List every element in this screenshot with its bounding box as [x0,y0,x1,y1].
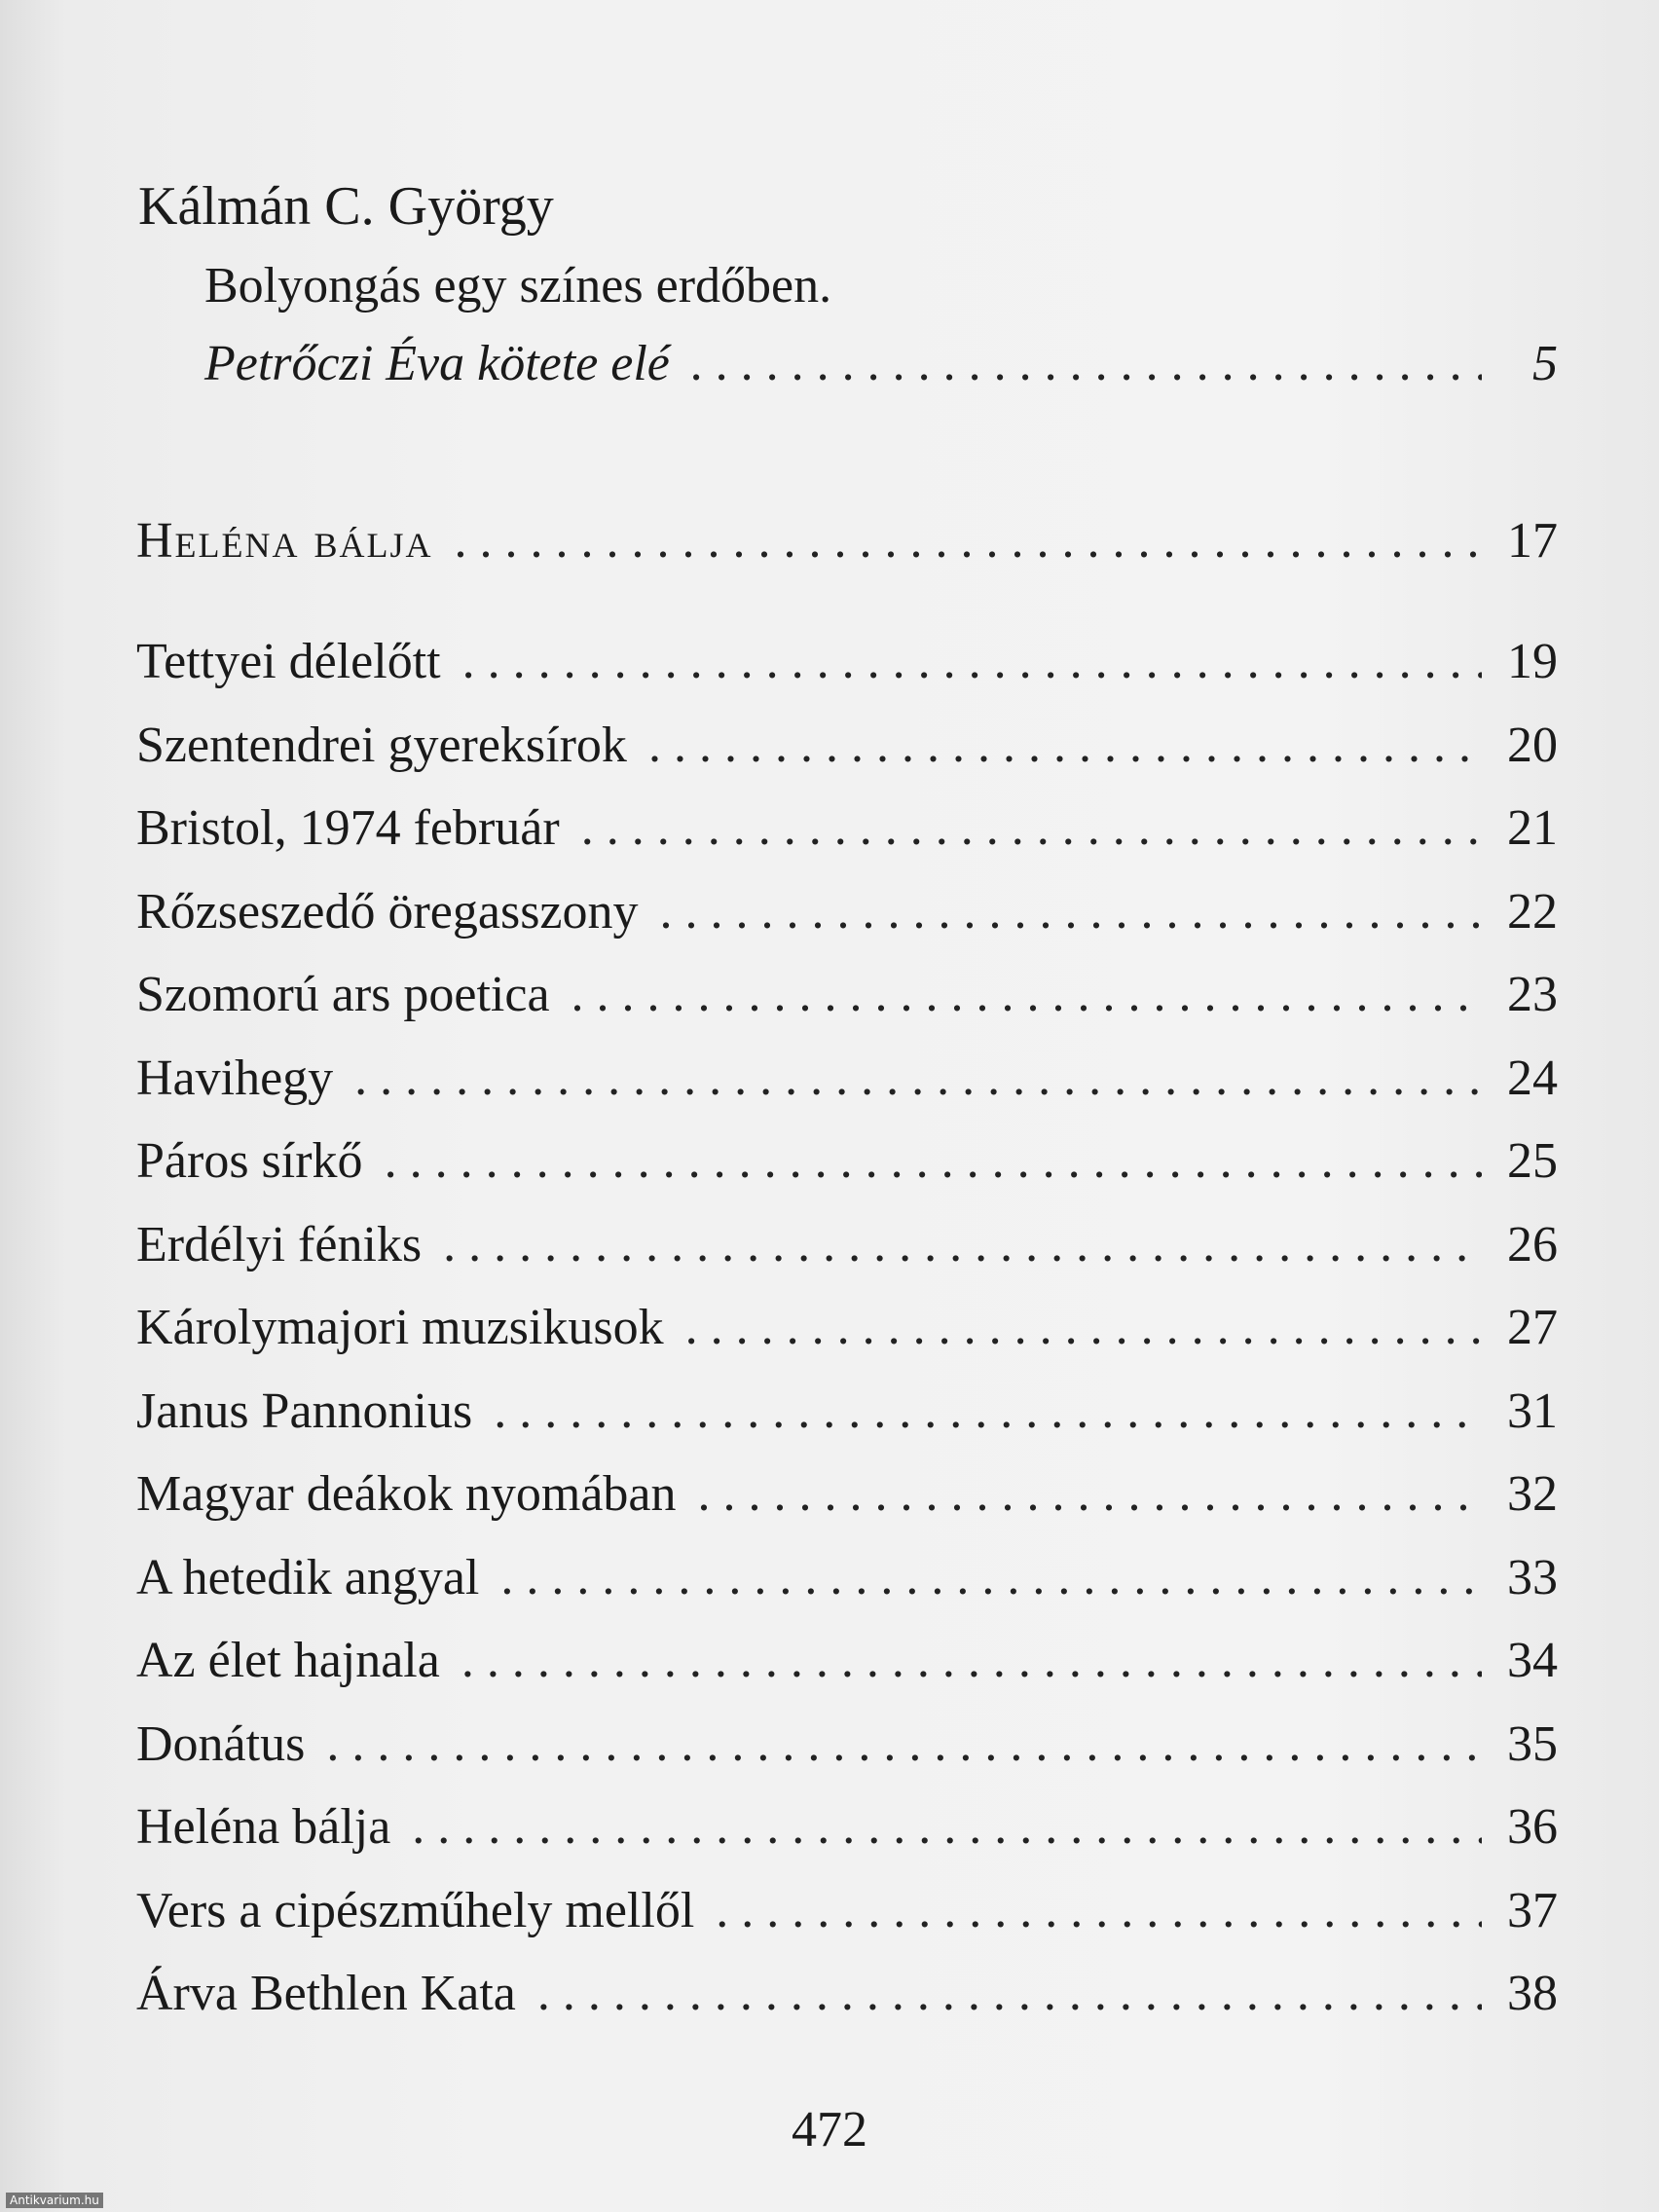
page-number: 24 [1507,1050,1558,1106]
page-folio: 472 [792,2102,867,2157]
dot-leader [443,1216,1482,1274]
entry-title: Károlymajori muzsikusok [136,1300,664,1355]
dot-leader [461,1632,1482,1690]
page-number: 33 [1507,1549,1558,1605]
page-number: 35 [1507,1715,1558,1772]
page-number: 37 [1507,1882,1558,1938]
toc-entry [136,1465,1558,1524]
author-name: Kálmán C. György [138,176,554,237]
entry-title: Az élet hajnala [136,1633,440,1688]
section-heading [136,512,1558,571]
page-number: 25 [1507,1133,1558,1189]
toc-entry [136,883,1558,941]
entry-title: Rőzseszedő öregasszony [136,883,639,940]
page-number: 34 [1507,1633,1558,1688]
section-title: Heléna bálja [136,513,433,569]
dot-leader [326,1715,1482,1774]
essay-subtitle: Petrőczi Éva kötete elé [204,336,670,391]
toc-entry [136,717,1558,775]
toc-entry [136,1549,1558,1607]
page-number: 32 [1507,1466,1558,1522]
entry-title: Havihegy [136,1050,334,1106]
entry-title: Tettyei délelőtt [136,634,441,689]
toc-entry [136,1798,1558,1857]
toc-entry [136,1050,1558,1108]
dot-leader [685,1299,1482,1357]
toc-entry [136,1882,1558,1940]
dot-leader [412,1798,1482,1857]
toc-entry [136,1965,1558,2023]
essay-title: Bolyongás egy színes erdőben. [204,258,832,313]
page-number: 5 [1532,336,1558,391]
page-number: 19 [1507,634,1558,689]
entry-title: Páros sírkő [136,1133,363,1189]
dot-leader [581,799,1482,858]
toc-entry [136,799,1558,858]
page-number: 22 [1507,883,1558,940]
toc-entry [136,1632,1558,1690]
entry-title: Erdélyi féniks [136,1216,423,1272]
entry-title: A hetedik angyal [136,1549,480,1605]
page-number: 26 [1507,1216,1558,1272]
entry-title: Heléna bálja [136,1799,391,1855]
dot-leader [697,1465,1482,1524]
dot-leader [354,1050,1482,1108]
watermark-logo: Antikvarium.hu [6,2193,103,2208]
toc-entry [136,1715,1558,1774]
dot-leader [385,1132,1482,1191]
toc-entry [136,1132,1558,1191]
page-number: 27 [1507,1300,1558,1355]
dot-leader [716,1882,1482,1940]
dot-leader [494,1382,1482,1441]
entry-title: Vers a cipészműhely mellől [136,1882,695,1938]
dot-leader [691,335,1482,393]
toc-entry [136,633,1558,691]
page-number: 36 [1507,1799,1558,1855]
entry-title: Janus Pannonius [136,1382,473,1439]
entry-title: Szomorú ars poetica [136,967,550,1022]
entry-title: Magyar deákok nyomában [136,1466,677,1522]
toc-entry [136,1299,1558,1357]
dot-leader [537,1965,1482,2023]
dot-leader [462,633,1482,691]
dot-leader [660,883,1482,941]
toc-entry [136,1216,1558,1274]
dot-leader [648,717,1482,775]
entry-title: Donátus [136,1715,306,1772]
entry-title: Szentendrei gyereksírok [136,717,627,773]
dot-leader [571,966,1482,1024]
page-number: 20 [1507,717,1558,773]
toc-entry [136,1382,1558,1441]
page-number: 23 [1507,967,1558,1022]
dot-leader [500,1549,1482,1607]
toc-entry-essay [204,335,1558,393]
page-number: 17 [1507,513,1558,569]
page-number: 31 [1507,1382,1558,1439]
dot-leader [455,512,1482,571]
page-number: 21 [1507,800,1558,856]
toc-entry [136,966,1558,1024]
entry-title: Bristol, 1974 február [136,800,560,856]
entry-title: Árva Bethlen Kata [136,1966,516,2021]
page-number: 38 [1507,1966,1558,2021]
